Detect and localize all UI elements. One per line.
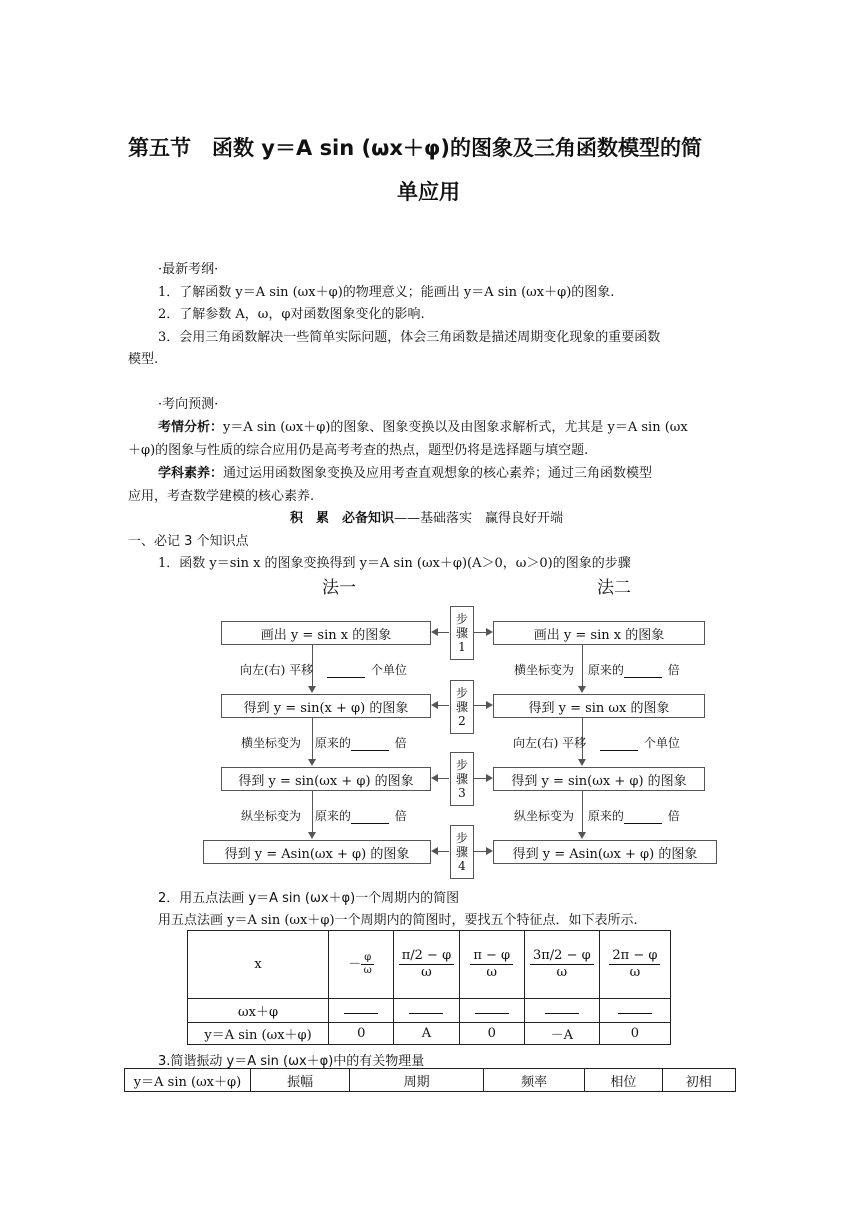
syllabus-heading: ·最新考纲· bbox=[158, 262, 219, 277]
phase-blank-3 bbox=[459, 999, 524, 1023]
cell-x-4: $\frac{3\pi/2 - \varphi}{\omega}$ bbox=[524, 931, 599, 999]
right-box-1: 画出 y = sin x 的图象 bbox=[493, 621, 705, 645]
section2-heading: 2．用五点法画 y＝A sin (ωx＋φ)一个周期内的简图 bbox=[158, 891, 460, 906]
section2-desc: 用五点法画 y＝A sin (ωx＋φ)一个周期内的简图时，要找五个特征点．如下表所示. bbox=[158, 913, 638, 928]
header-phase: 相位 bbox=[585, 1069, 662, 1092]
header-amplitude: 振幅 bbox=[251, 1069, 350, 1092]
arrow-right-3 bbox=[486, 774, 493, 782]
step-box-1: 步 骤 1 bbox=[450, 606, 474, 660]
phase-blank-4 bbox=[524, 999, 599, 1023]
arrow-down-right-1 bbox=[578, 686, 586, 693]
arrow-left-4 bbox=[431, 847, 438, 855]
arrow-right-1 bbox=[486, 628, 493, 636]
y-cell-3: 0 bbox=[459, 1023, 524, 1045]
left-box-1: 画出 y = sin x 的图象 bbox=[221, 621, 431, 645]
right-box-4: 得到 y = Asin(ωx + φ) 的图象 bbox=[493, 840, 717, 864]
step-box-3: 步 骤 3 bbox=[450, 752, 474, 806]
step-box-2: 步 骤 2 bbox=[450, 680, 474, 734]
row-phase-label: ωx＋φ bbox=[188, 999, 329, 1023]
y-cell-1: 0 bbox=[329, 1023, 394, 1045]
left-box-4: 得到 y = Asin(ωx + φ) 的图象 bbox=[203, 840, 431, 864]
arrow-down-left-3 bbox=[308, 832, 316, 839]
arrow-down-right-3 bbox=[578, 832, 586, 839]
page-title-line2: 单应用 bbox=[397, 180, 460, 204]
section1-item1: 1．函数 y＝sin x 的图象变换得到 y＝A sin (ωx＋φ)(A＞0，ω＞0)的图象的步骤 bbox=[158, 556, 631, 571]
cell-x-5: $\frac{2\pi - \varphi}{\omega}$ bbox=[599, 931, 670, 999]
y-cell-4: －A bbox=[524, 1023, 599, 1045]
right-annotation-2: 向左(右) 平移 个单位 bbox=[513, 736, 680, 750]
cell-x-3: $\frac{\pi - \varphi}{\omega}$ bbox=[459, 931, 524, 999]
phase-blank-1 bbox=[329, 999, 394, 1023]
forecast-analysis-line2: ＋φ)的图象与性质的综合应用仍是高考考查的热点，题型仍将是选择题与填空题. bbox=[128, 443, 589, 458]
section-banner bbox=[290, 507, 563, 526]
forecast-analysis-line1 bbox=[158, 416, 688, 435]
arrow-left-1 bbox=[431, 628, 438, 636]
row-y-label: y＝A sin (ωx＋φ) bbox=[188, 1023, 329, 1045]
cell-x-1: － $\frac{\varphi}{\omega}$ bbox=[329, 931, 394, 999]
y-cell-5: 0 bbox=[599, 1023, 670, 1045]
step-box-4: 步 骤 4 bbox=[450, 825, 474, 879]
arrow-right-4 bbox=[486, 847, 493, 855]
arrow-left-2 bbox=[431, 701, 438, 709]
page-title-line1: 第五节 函数 y＝A sin (ωx＋φ)的图象及三角函数模型的简 bbox=[128, 136, 702, 160]
method1-header: 法一 bbox=[322, 578, 356, 598]
banner-bold: 积 累 必备知识 bbox=[290, 511, 395, 526]
left-annotation-1: 向左(右) 平移 个单位 bbox=[240, 663, 407, 677]
left-annotation-3: 纵坐标变为 原来的 倍 bbox=[241, 809, 407, 823]
section1-heading: 一、必记 3 个知识点 bbox=[128, 534, 249, 549]
header-initial-phase: 初相 bbox=[662, 1069, 735, 1092]
literacy-text-1: 通过运用函数图象变换及应用考查直观想象的核心素养；通过三角函数模型 bbox=[223, 466, 653, 481]
analysis-label: 考情分析： bbox=[158, 420, 224, 435]
arrow-down-left-1 bbox=[308, 686, 316, 693]
syllabus-item-1: 1．了解函数 y＝A sin (ωx＋φ)的物理意义；能画出 y＝A sin (ωx＋φ)的图象. bbox=[158, 285, 615, 300]
banner-rest: ——基础落实 赢得良好开端 bbox=[394, 511, 564, 526]
oscillation-table bbox=[124, 1068, 736, 1092]
right-annotation-1: 横坐标变为 原来的 倍 bbox=[514, 663, 680, 677]
section3-heading: 3.简谐振动 y＝A sin (ωx＋φ)中的有关物理量 bbox=[158, 1054, 425, 1069]
arrow-down-right-2 bbox=[578, 759, 586, 766]
left-annotation-2: 横坐标变为 原来的 倍 bbox=[241, 736, 407, 750]
row-x-label: x bbox=[188, 931, 329, 999]
right-box-3: 得到 y = sin(ωx + φ) 的图象 bbox=[493, 767, 705, 791]
header-frequency: 频率 bbox=[484, 1069, 585, 1092]
right-annotation-3: 纵坐标变为 原来的 倍 bbox=[514, 809, 680, 823]
phase-blank-5 bbox=[599, 999, 670, 1023]
left-box-2: 得到 y = sin(x + φ) 的图象 bbox=[221, 694, 431, 718]
method2-header: 法二 bbox=[597, 578, 631, 598]
cell-x-2: $\frac{\pi/2 - \varphi}{\omega}$ bbox=[394, 931, 459, 999]
five-point-table bbox=[187, 930, 671, 1045]
phase-blank-2 bbox=[394, 999, 459, 1023]
literacy-label: 学科素养： bbox=[158, 466, 224, 481]
arrow-left-3 bbox=[431, 774, 438, 782]
left-box-3: 得到 y = sin(ωx + φ) 的图象 bbox=[221, 767, 431, 791]
right-box-2: 得到 y = sin ωx 的图象 bbox=[493, 694, 705, 718]
y-cell-2: A bbox=[394, 1023, 459, 1045]
arrow-down-left-2 bbox=[308, 759, 316, 766]
forecast-literacy-line2: 应用，考查数学建模的核心素养. bbox=[128, 489, 315, 504]
syllabus-item-2: 2．了解参数 A，ω，φ对函数图象变化的影响. bbox=[158, 307, 425, 322]
forecast-heading: ·考向预测· bbox=[158, 397, 219, 412]
forecast-literacy-line1 bbox=[158, 462, 652, 481]
analysis-text-1: y＝A sin (ωx＋φ)的图象、图象变换以及由图象求解析式，尤其是 y＝A sin (ωx bbox=[223, 420, 688, 435]
syllabus-item-3: 3．会用三角函数解决一些简单实际问题，体会三角函数是描述周期变化现象的重要函数 bbox=[158, 330, 661, 345]
header-function: y＝A sin (ωx＋φ) bbox=[125, 1069, 251, 1092]
syllabus-item-3-cont: 模型. bbox=[128, 352, 159, 367]
arrow-right-2 bbox=[486, 701, 493, 709]
header-period: 周期 bbox=[350, 1069, 484, 1092]
